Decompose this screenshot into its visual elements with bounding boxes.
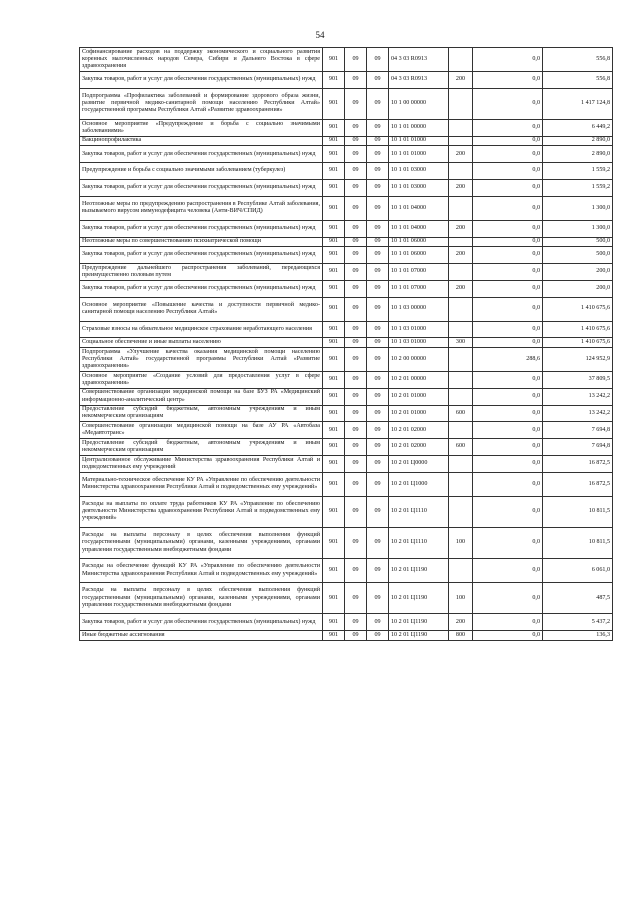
table-row — [80, 136, 613, 146]
row-amount-a: 0,0 — [473, 297, 543, 321]
row-amount-b: 10 811,5 — [543, 527, 613, 558]
row-section: 09 — [345, 347, 367, 371]
row-name: Основное мероприятие «Повышение качества и доступности первичной медико-санитарной помощи населению Республики Алтай» — [80, 297, 323, 321]
row-amount-a: 0,0 — [473, 263, 543, 280]
table-row — [80, 196, 613, 220]
row-target-code: 10 2 01 Ц1190 — [389, 583, 449, 614]
row-amount-a: 0,0 — [473, 48, 543, 72]
row-expense-type: 100 — [449, 527, 473, 558]
row-target-code: 10 2 01 Ц1190 — [389, 631, 449, 641]
row-target-code: 10 2 01 02000 — [389, 422, 449, 439]
row-expense-type: 200 — [449, 220, 473, 237]
row-amount-b: 1 300,0 — [543, 196, 613, 220]
row-amount-b: 1 410 675,6 — [543, 321, 613, 338]
row-expense-type: 300 — [449, 338, 473, 348]
row-name: Вакцинопрофилактика — [80, 136, 323, 146]
row-name: Закупка товаров, работ и услуг для обеспечения государственных (муниципальных) нужд — [80, 146, 323, 163]
row-target-code: 10 1 01 01000 — [389, 146, 449, 163]
row-subsection: 09 — [367, 196, 389, 220]
row-target-code: 10 2 01 Ц1110 — [389, 527, 449, 558]
row-amount-b: 487,5 — [543, 583, 613, 614]
row-section: 09 — [345, 321, 367, 338]
row-amount-b: 10 811,5 — [543, 496, 613, 527]
row-target-code: 10 1 03 01000 — [389, 321, 449, 338]
row-name: Материально-техническое обеспечение КУ РА «Управление по обеспечению деятельности Министерства здравоохранения Республики Алтай и подведомственных ему учреждений» — [80, 472, 323, 496]
row-target-code: 10 1 00 00000 — [389, 88, 449, 119]
row-code: 901 — [323, 472, 345, 496]
row-section: 09 — [345, 527, 367, 558]
row-expense-type: 600 — [449, 439, 473, 456]
table-row — [80, 439, 613, 456]
row-expense-type — [449, 163, 473, 180]
row-subsection: 09 — [367, 237, 389, 247]
row-target-code: 10 2 01 01000 — [389, 388, 449, 405]
budget-table-body — [80, 48, 613, 641]
row-expense-type: 200 — [449, 179, 473, 196]
row-expense-type — [449, 496, 473, 527]
row-amount-b: 2 890,0 — [543, 146, 613, 163]
row-expense-type — [449, 48, 473, 72]
row-target-code: 10 2 01 00000 — [389, 371, 449, 388]
row-amount-a: 0,0 — [473, 72, 543, 89]
row-amount-a: 0,0 — [473, 321, 543, 338]
table-row — [80, 220, 613, 237]
row-amount-a: 0,0 — [473, 119, 543, 136]
row-amount-b: 200,0 — [543, 280, 613, 297]
row-amount-a: 0,0 — [473, 614, 543, 631]
row-subsection: 09 — [367, 631, 389, 641]
row-amount-a: 0,0 — [473, 163, 543, 180]
row-amount-b: 124 952,9 — [543, 347, 613, 371]
row-subsection: 09 — [367, 72, 389, 89]
row-section: 09 — [345, 439, 367, 456]
row-code: 901 — [323, 388, 345, 405]
row-target-code: 10 2 01 01000 — [389, 405, 449, 422]
row-code: 901 — [323, 297, 345, 321]
row-code: 901 — [323, 280, 345, 297]
row-target-code: 10 1 01 06000 — [389, 247, 449, 264]
table-row — [80, 163, 613, 180]
row-expense-type: 200 — [449, 247, 473, 264]
row-target-code: 10 1 01 04000 — [389, 196, 449, 220]
row-target-code: 10 2 01 Ц1000 — [389, 472, 449, 496]
row-amount-b: 1 300,0 — [543, 220, 613, 237]
row-section: 09 — [345, 297, 367, 321]
table-row — [80, 347, 613, 371]
row-section: 09 — [345, 631, 367, 641]
table-row — [80, 280, 613, 297]
table-row — [80, 179, 613, 196]
row-section: 09 — [345, 422, 367, 439]
row-name: Совершенствование организации медицинской помощи на базе БУЗ РА «Медицинский информационно-аналитический центр» — [80, 388, 323, 405]
row-code: 901 — [323, 347, 345, 371]
row-expense-type: 100 — [449, 583, 473, 614]
row-amount-a: 0,0 — [473, 146, 543, 163]
row-section: 09 — [345, 88, 367, 119]
row-name: Закупка товаров, работ и услуг для обеспечения государственных (муниципальных) нужд — [80, 179, 323, 196]
row-subsection: 09 — [367, 422, 389, 439]
row-amount-b: 6 449,2 — [543, 119, 613, 136]
row-section: 09 — [345, 455, 367, 472]
row-code: 901 — [323, 614, 345, 631]
row-name: Основное мероприятие «Создание условий для предоставления услуг в сфере здравоохранения» — [80, 371, 323, 388]
row-expense-type — [449, 321, 473, 338]
row-target-code: 10 1 01 04000 — [389, 220, 449, 237]
row-amount-a: 0,0 — [473, 388, 543, 405]
table-row — [80, 237, 613, 247]
row-amount-a: 0,0 — [473, 496, 543, 527]
row-amount-b: 16 872,5 — [543, 455, 613, 472]
row-expense-type — [449, 88, 473, 119]
row-amount-a: 0,0 — [473, 220, 543, 237]
row-amount-b: 5 437,2 — [543, 614, 613, 631]
row-code: 901 — [323, 439, 345, 456]
row-name: Централизованное обслуживание Министерства здравоохранения Республики Алтай и подведомственных ему учреждений — [80, 455, 323, 472]
row-expense-type — [449, 263, 473, 280]
table-row — [80, 472, 613, 496]
row-subsection: 09 — [367, 163, 389, 180]
row-subsection: 09 — [367, 527, 389, 558]
row-amount-a: 0,0 — [473, 472, 543, 496]
row-amount-b: 13 242,2 — [543, 388, 613, 405]
row-amount-b: 500,0 — [543, 237, 613, 247]
row-name: Неотложные меры по предупреждению распространения в Республике Алтай заболевания, вызываемого вирусом иммунодефицита человека (Анти-ВИЧ/СПИД) — [80, 196, 323, 220]
row-amount-a: 0,0 — [473, 405, 543, 422]
row-expense-type — [449, 559, 473, 583]
row-name: Страховые взносы на обязательное медицинское страхование неработающего населения — [80, 321, 323, 338]
row-code: 901 — [323, 163, 345, 180]
row-name: Софинансирование расходов на поддержку экономического и социального развития коренных малочисленных народов Севера, Сибири и Дальнего Востока в сфере здравоохранения — [80, 48, 323, 72]
row-code: 901 — [323, 455, 345, 472]
row-target-code: 10 1 01 07000 — [389, 263, 449, 280]
row-code: 901 — [323, 196, 345, 220]
row-code: 901 — [323, 405, 345, 422]
row-subsection: 09 — [367, 439, 389, 456]
row-expense-type — [449, 297, 473, 321]
table-row — [80, 88, 613, 119]
row-name: Закупка товаров, работ и услуг для обеспечения государственных (муниципальных) нужд — [80, 280, 323, 297]
row-target-code: 10 2 01 Ц0000 — [389, 455, 449, 472]
row-target-code: 10 1 01 00000 — [389, 119, 449, 136]
row-amount-a: 0,0 — [473, 527, 543, 558]
row-name: Закупка товаров, работ и услуг для обеспечения государственных (муниципальных) нужд — [80, 614, 323, 631]
row-name: Подпрограмма «Профилактика заболеваний и формирование здорового образа жизни, развитие первичной медико-санитарной помощи населению Республики Алтай» государственной программы Республики Алтай «Развитие здравоохранения» — [80, 88, 323, 119]
row-subsection: 09 — [367, 280, 389, 297]
table-row — [80, 146, 613, 163]
table-row — [80, 559, 613, 583]
row-code: 901 — [323, 527, 345, 558]
row-section: 09 — [345, 496, 367, 527]
row-section: 09 — [345, 614, 367, 631]
row-amount-a: 0,0 — [473, 583, 543, 614]
row-target-code: 10 1 01 03000 — [389, 179, 449, 196]
table-row — [80, 614, 613, 631]
row-expense-type — [449, 136, 473, 146]
row-section: 09 — [345, 583, 367, 614]
budget-table — [79, 47, 613, 641]
row-code: 901 — [323, 338, 345, 348]
table-row — [80, 455, 613, 472]
row-section: 09 — [345, 220, 367, 237]
row-expense-type: 200 — [449, 72, 473, 89]
page-number: 54 — [315, 30, 325, 40]
row-amount-b: 1 417 124,8 — [543, 88, 613, 119]
row-target-code: 10 1 01 01000 — [389, 136, 449, 146]
row-amount-a: 0,0 — [473, 247, 543, 264]
row-name: Основное мероприятие «Предупреждение и борьба с социально значимыми заболеваниями» — [80, 119, 323, 136]
row-amount-b: 1 410 675,6 — [543, 297, 613, 321]
row-name: Социальное обеспечение и иные выплаты населению — [80, 338, 323, 348]
row-amount-b: 16 872,5 — [543, 472, 613, 496]
row-target-code: 10 1 01 07000 — [389, 280, 449, 297]
row-target-code: 10 1 01 03000 — [389, 163, 449, 180]
row-amount-a: 0,0 — [473, 631, 543, 641]
row-expense-type: 200 — [449, 146, 473, 163]
row-section: 09 — [345, 559, 367, 583]
table-row — [80, 405, 613, 422]
row-name: Предоставление субсидий бюджетным, автономным учреждениям и иным некоммерческим организациям — [80, 439, 323, 456]
row-amount-a: 0,0 — [473, 559, 543, 583]
row-expense-type: 600 — [449, 405, 473, 422]
row-amount-b: 1 559,2 — [543, 179, 613, 196]
table-row — [80, 388, 613, 405]
row-amount-a: 0,0 — [473, 455, 543, 472]
row-amount-a: 0,0 — [473, 136, 543, 146]
row-amount-a: 0,0 — [473, 439, 543, 456]
row-section: 09 — [345, 405, 367, 422]
row-target-code: 10 2 01 02000 — [389, 439, 449, 456]
row-subsection: 09 — [367, 496, 389, 527]
row-code: 901 — [323, 583, 345, 614]
row-code: 901 — [323, 422, 345, 439]
row-target-code: 10 2 01 Ц1190 — [389, 559, 449, 583]
row-amount-b: 37 809,5 — [543, 371, 613, 388]
row-name: Совершенствование организации медицинской помощи на базе АУ РА «Автобаза «Медавтотранс» — [80, 422, 323, 439]
row-amount-b: 556,8 — [543, 48, 613, 72]
table-row — [80, 422, 613, 439]
row-subsection: 09 — [367, 405, 389, 422]
row-amount-a: 0,0 — [473, 371, 543, 388]
row-subsection: 09 — [367, 559, 389, 583]
row-name: Расходы на выплаты по оплате труда работников КУ РА «Управление по обеспечению деятельности Министерства здравоохранения Республики Алтай и подведомственных ему учреждений» — [80, 496, 323, 527]
row-target-code: 04 3 03 R0913 — [389, 72, 449, 89]
row-subsection: 09 — [367, 247, 389, 264]
row-subsection: 09 — [367, 263, 389, 280]
row-expense-type: 200 — [449, 280, 473, 297]
row-section: 09 — [345, 388, 367, 405]
row-name: Закупка товаров, работ и услуг для обеспечения государственных (муниципальных) нужд — [80, 72, 323, 89]
row-code: 901 — [323, 179, 345, 196]
table-row — [80, 527, 613, 558]
row-amount-b: 6 061,0 — [543, 559, 613, 583]
row-subsection: 09 — [367, 338, 389, 348]
row-amount-a: 0,0 — [473, 179, 543, 196]
row-subsection: 09 — [367, 614, 389, 631]
table-row — [80, 496, 613, 527]
row-target-code: 10 2 01 Ц1110 — [389, 496, 449, 527]
row-subsection: 09 — [367, 371, 389, 388]
row-section: 09 — [345, 136, 367, 146]
row-amount-b: 556,8 — [543, 72, 613, 89]
row-name: Расходы на выплаты персоналу в целях обеспечения выполнения функций государственными (муниципальными) органами, казенными учреждениями, органами управления государственными внебюджетными фондами — [80, 527, 323, 558]
row-subsection: 09 — [367, 455, 389, 472]
row-amount-a: 0,0 — [473, 280, 543, 297]
table-row — [80, 631, 613, 641]
row-amount-b: 200,0 — [543, 263, 613, 280]
row-expense-type — [449, 196, 473, 220]
row-subsection: 09 — [367, 472, 389, 496]
row-code: 901 — [323, 496, 345, 527]
table-row — [80, 119, 613, 136]
table-row — [80, 321, 613, 338]
row-subsection: 09 — [367, 583, 389, 614]
row-name: Закупка товаров, работ и услуг для обеспечения государственных (муниципальных) нужд — [80, 247, 323, 264]
table-row — [80, 583, 613, 614]
row-code: 901 — [323, 72, 345, 89]
row-subsection: 09 — [367, 388, 389, 405]
row-code: 901 — [323, 631, 345, 641]
row-code: 901 — [323, 321, 345, 338]
row-name: Иные бюджетные ассигнования — [80, 631, 323, 641]
table-row — [80, 72, 613, 89]
row-amount-b: 500,0 — [543, 247, 613, 264]
row-section: 09 — [345, 196, 367, 220]
row-amount-a: 0,0 — [473, 422, 543, 439]
row-code: 901 — [323, 247, 345, 264]
row-target-code: 10 1 03 01000 — [389, 338, 449, 348]
row-code: 901 — [323, 237, 345, 247]
row-expense-type — [449, 371, 473, 388]
row-amount-a: 0,0 — [473, 237, 543, 247]
row-expense-type — [449, 422, 473, 439]
row-amount-a: 0,0 — [473, 196, 543, 220]
row-section: 09 — [345, 247, 367, 264]
row-section: 09 — [345, 119, 367, 136]
row-subsection: 09 — [367, 119, 389, 136]
row-target-code: 10 1 01 06000 — [389, 237, 449, 247]
row-section: 09 — [345, 48, 367, 72]
row-target-code: 10 2 00 00000 — [389, 347, 449, 371]
row-amount-a: 0,0 — [473, 338, 543, 348]
row-code: 901 — [323, 136, 345, 146]
row-code: 901 — [323, 371, 345, 388]
row-subsection: 09 — [367, 88, 389, 119]
row-amount-b: 136,3 — [543, 631, 613, 641]
table-row — [80, 371, 613, 388]
row-name: Предоставление субсидий бюджетным, автономным учреждениям и иным некоммерческим организациям — [80, 405, 323, 422]
row-name: Расходы на выплаты персоналу в целях обеспечения выполнения функций государственными (муниципальными) органами, казенными учреждениями, органами управления государственными внебюджетными фондами — [80, 583, 323, 614]
row-amount-b: 1 410 675,6 — [543, 338, 613, 348]
row-target-code: 10 2 01 Ц1190 — [389, 614, 449, 631]
row-section: 09 — [345, 338, 367, 348]
row-amount-b: 1 559,2 — [543, 163, 613, 180]
row-target-code: 10 1 03 00000 — [389, 297, 449, 321]
row-expense-type — [449, 119, 473, 136]
table-row — [80, 247, 613, 264]
row-subsection: 09 — [367, 297, 389, 321]
row-section: 09 — [345, 237, 367, 247]
row-code: 901 — [323, 220, 345, 237]
row-subsection: 09 — [367, 220, 389, 237]
row-subsection: 09 — [367, 136, 389, 146]
row-code: 901 — [323, 88, 345, 119]
row-section: 09 — [345, 163, 367, 180]
row-expense-type: 800 — [449, 631, 473, 641]
row-name: Предупреждение дальнейшего распространения заболеваний, передающихся преимущественно половым путем — [80, 263, 323, 280]
row-name: Неотложные меры по совершенствованию психиатрической помощи — [80, 237, 323, 247]
row-section: 09 — [345, 179, 367, 196]
table-row — [80, 48, 613, 72]
row-amount-a: 0,0 — [473, 88, 543, 119]
row-expense-type — [449, 472, 473, 496]
row-section: 09 — [345, 371, 367, 388]
row-amount-b: 2 890,0 — [543, 136, 613, 146]
row-amount-b: 7 694,8 — [543, 422, 613, 439]
row-name: Предупреждение и борьба с социально значимыми заболеванием (туберкулез) — [80, 163, 323, 180]
row-expense-type — [449, 347, 473, 371]
row-name: Подпрограмма «Улучшение качества оказания медицинской помощи населению Республики Алтай» государственной программы Республики Алтай «Развитие здравоохранения» — [80, 347, 323, 371]
row-section: 09 — [345, 263, 367, 280]
table-row — [80, 297, 613, 321]
row-code: 901 — [323, 559, 345, 583]
row-subsection: 09 — [367, 321, 389, 338]
row-name: Расходы на обеспечение функций КУ РА «Управление по обеспечению деятельности Министерства здравоохранения Республики Алтай и подведомственных ему учреждений» — [80, 559, 323, 583]
row-section: 09 — [345, 280, 367, 297]
row-subsection: 09 — [367, 48, 389, 72]
row-section: 09 — [345, 472, 367, 496]
row-section: 09 — [345, 72, 367, 89]
row-amount-b: 13 242,2 — [543, 405, 613, 422]
row-amount-a: 288,6 — [473, 347, 543, 371]
row-expense-type — [449, 388, 473, 405]
row-code: 901 — [323, 119, 345, 136]
row-subsection: 09 — [367, 179, 389, 196]
row-code: 901 — [323, 146, 345, 163]
row-subsection: 09 — [367, 146, 389, 163]
row-expense-type — [449, 455, 473, 472]
row-code: 901 — [323, 263, 345, 280]
row-expense-type: 200 — [449, 614, 473, 631]
row-name: Закупка товаров, работ и услуг для обеспечения государственных (муниципальных) нужд — [80, 220, 323, 237]
row-target-code: 04 3 03 R0913 — [389, 48, 449, 72]
row-code: 901 — [323, 48, 345, 72]
row-expense-type — [449, 237, 473, 247]
table-row — [80, 338, 613, 348]
row-amount-b: 7 694,8 — [543, 439, 613, 456]
row-section: 09 — [345, 146, 367, 163]
row-subsection: 09 — [367, 347, 389, 371]
table-row — [80, 263, 613, 280]
